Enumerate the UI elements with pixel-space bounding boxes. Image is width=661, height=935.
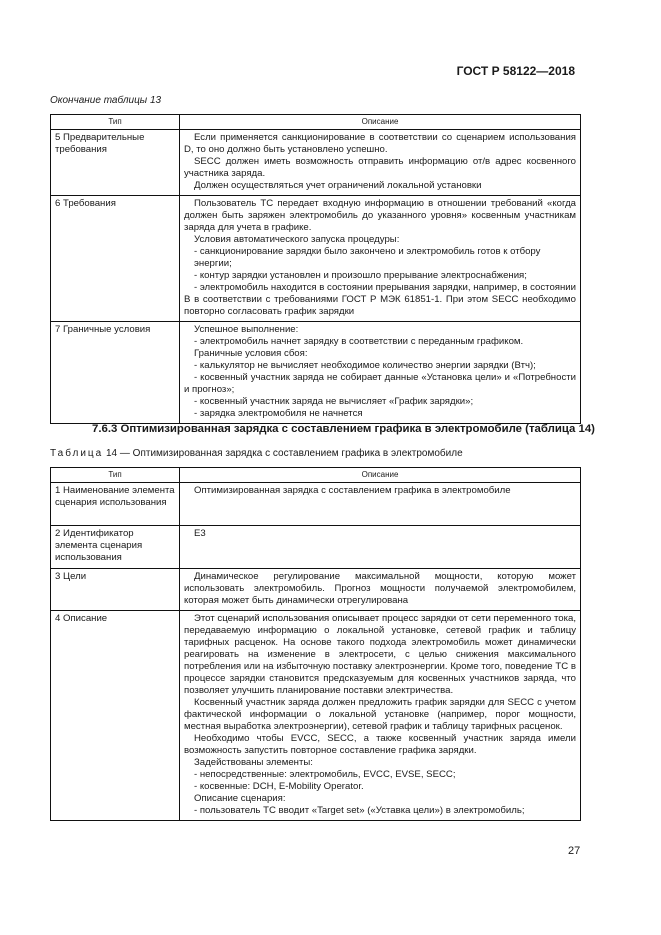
table-row (51, 569, 581, 611)
col-desc-header: Описание (180, 468, 581, 483)
desc-line: Описание сценария: (194, 793, 286, 804)
desc-line: - санкционирование зарядки было закончено и электромобиль готов к отбору энергии; (194, 246, 541, 269)
desc-line: Необходимо чтобы EVCC, SECC, а также косвенный участник заряда имели возможность запустить повторное составление графика зарядки. (184, 733, 576, 756)
row-desc (180, 569, 581, 611)
desc-line: Должен осуществляться учет ограничений локальной установки (194, 180, 482, 191)
col-desc-header: Описание (180, 115, 581, 130)
desc-line: Динамическое регулирование максимальной мощности, которую может использовать электромобиль. Прогноз мощности получаемой электромобилем, которая может быть динамически отрегулирована (184, 571, 576, 606)
table-header-row (51, 115, 581, 130)
desc-line: - контур зарядки установлен и произошло прерывание электроснабжения; (194, 270, 527, 281)
table-row (51, 483, 581, 526)
desc-line: Условия автоматического запуска процедуры: (194, 234, 400, 245)
document-header: ГОСТ Р 58122—2018 (456, 64, 575, 78)
desc-line: Если применяется санкционирование в соответствии со сценарием использования D, то оно должно быть установлено успешно. (184, 132, 576, 155)
page-number: 27 (568, 845, 581, 857)
desc-line: Успешное выполнение: (194, 324, 299, 335)
table-row (51, 130, 581, 196)
desc-line: - косвенный участник заряда не собирает данные «Установка цели» и «Потребности и прогноз»; (184, 372, 576, 395)
desc-line: - электромобиль начнет зарядку в соответствии с переданным графиком. (194, 336, 524, 347)
desc-line: Косвенный участник заряда должен предложить график зарядки для SECC с учетом фактической информации о локальной установке (например, порог мощности, местная выработка электроэнергии), сетевой график и таблицу тарифных расценок. (184, 697, 576, 732)
caption-word: Таблица (50, 448, 104, 459)
row-desc (180, 322, 581, 424)
desc-line: Е3 (194, 528, 206, 539)
col-type-header: Тип (51, 468, 180, 483)
row-desc (180, 130, 581, 196)
desc-line: - косвенный участник заряда не вычисляет «График зарядки»; (194, 396, 474, 407)
desc-line: Задействованы элементы: (194, 757, 313, 768)
section-title: 7.6.3 Оптимизированная зарядка с составлением графика в электромобиле (таблица 14) (92, 423, 595, 435)
desc-line: - электромобиль находится в состоянии прерывания зарядки, например, в состоянии В в соответствии с требованиями ГОСТ Р МЭК 61851-1. При этом SECC необходимо повторно согласовать график зарядки (184, 282, 576, 317)
desc-line: - косвенные: DCH, E-Mobility Operator. (194, 781, 364, 792)
caption-text: 14 — Оптимизированная зарядка с составлением графика в электромобиле (103, 448, 463, 459)
row-type: 1 Наименование элемента сценария использования (51, 483, 180, 526)
table14-caption (50, 448, 463, 459)
desc-line: Пользователь ТС передает входную информацию в отношении требований «когда должен быть заряжен электромобиль до указанного уровня» косвенным участникам заряда для учета в графике. (184, 198, 576, 233)
desc-line: - калькулятор не вычисляет необходимое количество энергии зарядки (Втч); (194, 360, 536, 371)
row-desc (180, 196, 581, 322)
row-type: 5 Предварительные требования (51, 130, 180, 196)
row-type: 7 Граничные условия (51, 322, 180, 424)
col-type-header: Тип (51, 115, 180, 130)
row-desc (180, 483, 581, 526)
row-type: 3 Цели (51, 569, 180, 611)
row-type: 2 Идентификатор элемента сценария использования (51, 526, 180, 569)
desc-line: - непосредственные: электромобиль, EVCC, EVSE, SECC; (194, 769, 456, 780)
row-type: 4 Описание (51, 611, 180, 821)
row-desc (180, 526, 581, 569)
desc-line: Граничные условия сбоя: (194, 348, 308, 359)
desc-line: SECC должен иметь возможность отправить информацию от/в адрес косвенного участника заряда. (184, 156, 576, 179)
table-13 (50, 114, 581, 424)
table-row (51, 322, 581, 424)
table13-caption: Окончание таблицы 13 (50, 95, 162, 106)
desc-line: Этот сценарий использования описывает процесс зарядки от сети переменного тока, передаваемую информацию о локальной установке, сетевой график и таблицу тарифных расценок. На основе такого подхода электромобиль может динамически реагировать на изменение в электросети, с целью снижения максимального потребления или на избыточную поставку электроэнергии. Кроме того, поведение ТС в процессе зарядки становится предсказуемым для косвенных участников заряда, что позволяет улучшить планирование поставки электричества. (184, 613, 576, 696)
table-header-row (51, 468, 581, 483)
table-row (51, 196, 581, 322)
table-row (51, 526, 581, 569)
table-14 (50, 467, 581, 821)
desc-line: - пользователь ТС вводит «Target set» («Уставка цели») в электромобиль; (194, 805, 525, 816)
desc-line: - зарядка электромобиля не начнется (194, 408, 363, 419)
desc-line: Оптимизированная зарядка с составлением графика в электромобиле (194, 485, 511, 496)
row-type: 6 Требования (51, 196, 180, 322)
row-desc (180, 611, 581, 821)
table-row (51, 611, 581, 821)
